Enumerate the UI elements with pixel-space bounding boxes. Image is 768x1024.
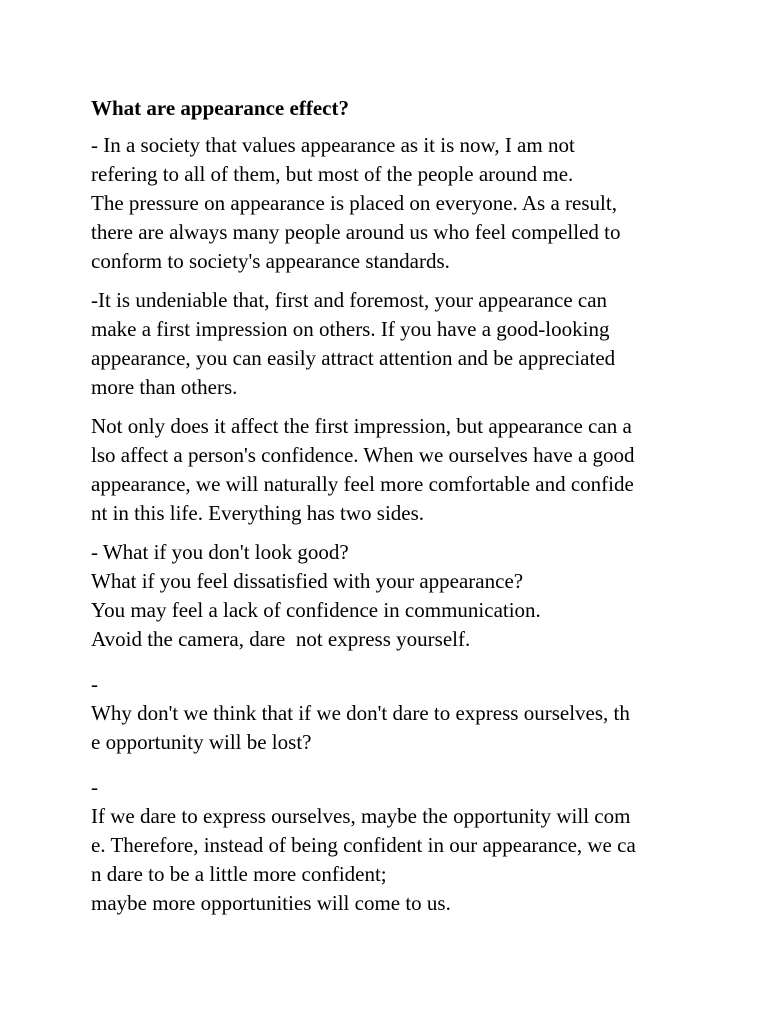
paragraph-5 [91, 670, 691, 757]
text-line: - [91, 672, 98, 696]
text-line: - In a society that values appearance as it is now, I am not [91, 133, 575, 157]
text-line: -It is undeniable that, first and foremost, your appearance can [91, 288, 608, 312]
paragraph-3 [91, 412, 691, 528]
text-line: You may feel a lack of confidence in communication. [91, 598, 541, 622]
text-line: n dare to be a little more confident; [91, 862, 387, 886]
text-line: What if you feel dissatisfied with your appearance? [91, 569, 524, 593]
text-line: conform to society's appearance standards. [91, 249, 450, 273]
text-line: nt in this life. Everything has two sides. [91, 501, 425, 525]
document-title: What are appearance effect? [91, 96, 349, 120]
text-line: e opportunity will be lost? [91, 730, 312, 754]
text-line: e. Therefore, instead of being confident in our appearance, we ca [91, 833, 636, 857]
text-line: If we dare to express ourselves, maybe the opportunity will com [91, 804, 631, 828]
text-line: Avoid the camera, dare not express yourself. [91, 627, 471, 651]
text-line: more than others. [91, 375, 238, 399]
paragraph-4 [91, 538, 691, 654]
paragraph-1 [91, 131, 691, 276]
text-line: refering to all of them, but most of the people around me. [91, 162, 574, 186]
text-line: The pressure on appearance is placed on everyone. As a result, [91, 191, 617, 215]
text-line: Not only does it affect the first impression, but appearance can a [91, 414, 632, 438]
text-line: there are always many people around us who feel compelled to [91, 220, 621, 244]
text-line: appearance, you can easily attract attention and be appreciated [91, 346, 616, 370]
text-line: maybe more opportunities will come to us. [91, 891, 451, 915]
text-line: Why don't we think that if we don't dare to express ourselves, th [91, 701, 630, 725]
document-body [91, 94, 691, 928]
text-line: - What if you don't look good? [91, 540, 349, 564]
paragraph-2 [91, 286, 691, 402]
text-line: make a first impression on others. If you have a good-looking [91, 317, 610, 341]
text-line: - [91, 775, 98, 799]
paragraph-6 [91, 773, 691, 918]
text-line: appearance, we will naturally feel more comfortable and confide [91, 472, 634, 496]
text-line: lso affect a person's confidence. When we ourselves have a good [91, 443, 635, 467]
